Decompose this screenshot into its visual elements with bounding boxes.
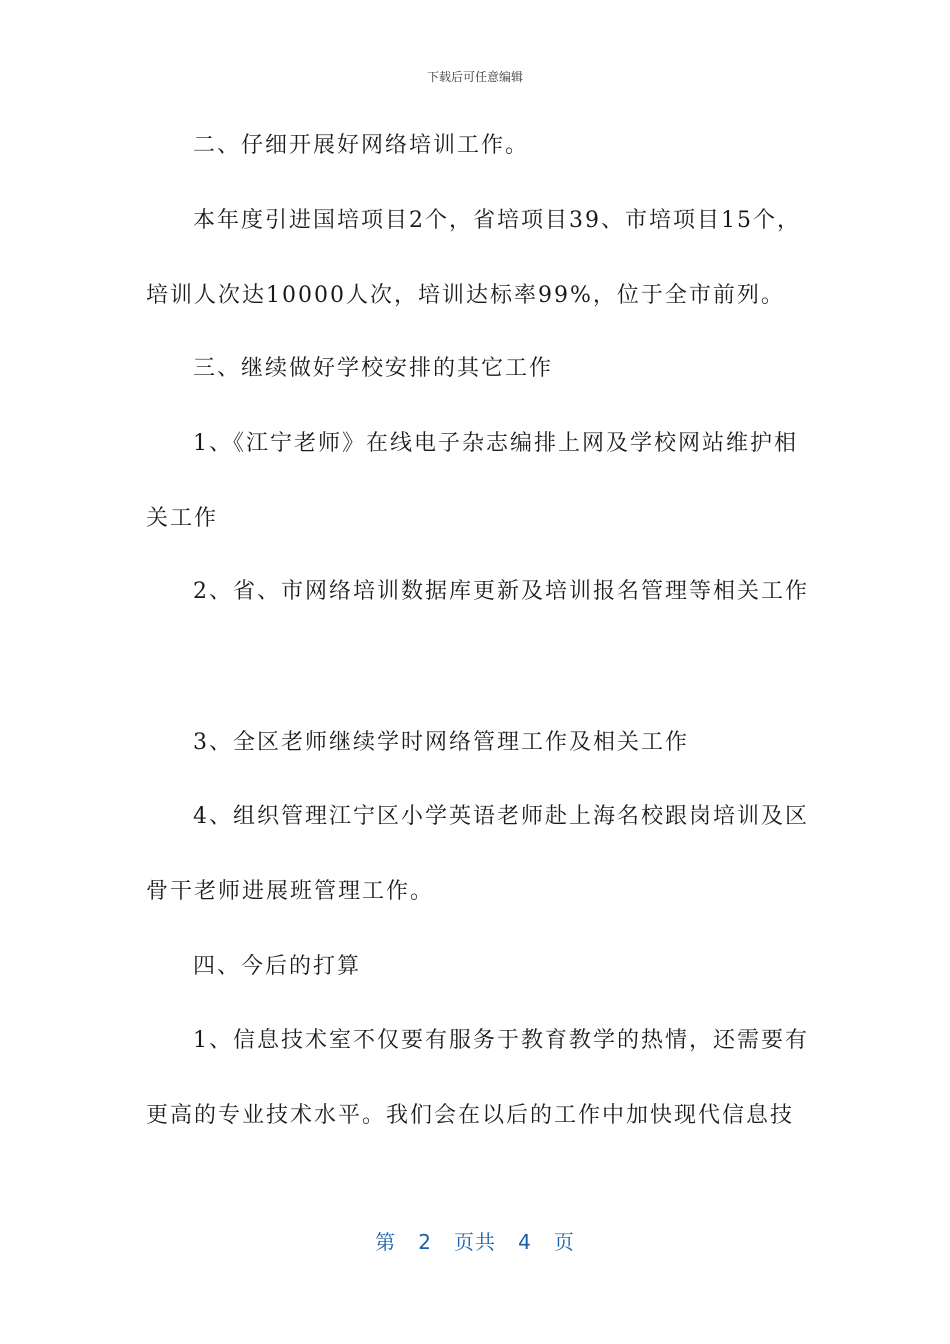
- paragraph-line: 骨干老师进展班管理工作。: [146, 879, 435, 904]
- page-label-prefix: 第: [375, 1230, 397, 1254]
- header-note: 下载后可任意编辑: [426, 70, 523, 84]
- paragraph-line: 更高的专业技术水平。我们会在以后的工作中加快现代信息技: [146, 1103, 795, 1128]
- paragraph-line: 本年度引进国培项目2个，省培项目39、市培项目15个，: [193, 208, 801, 233]
- section-heading-4: 四、今后的打算: [193, 954, 362, 979]
- paragraph-line: 4、组织管理江宁区小学英语老师赴上海名校跟岗培训及区: [193, 804, 809, 829]
- paragraph-line: 关工作: [146, 506, 219, 531]
- page-footer: [0, 1226, 950, 1255]
- section-heading-2: 二、仔细开展好网络培训工作。: [193, 133, 530, 158]
- paragraph-line: 1、信息技术室不仅要有服务于教育教学的热情，还需要有: [193, 1028, 809, 1053]
- paragraph-line: 1、《江宁老师》在线电子杂志编排上网及学校网站维护相: [193, 431, 798, 456]
- paragraph-line: 2、省、市网络培训数据库更新及培训报名管理等相关工作: [193, 579, 809, 604]
- current-page-number: 2: [418, 1230, 432, 1254]
- page-label-suffix: 页: [553, 1230, 575, 1254]
- section-heading-3: 三、继续做好学校安排的其它工作: [193, 356, 554, 381]
- total-pages-number: 4: [518, 1230, 532, 1254]
- paragraph-line: 3、全区老师继续学时网络管理工作及相关工作: [193, 730, 689, 755]
- paragraph-line: 培训人次达10000人次，培训达标率99%，位于全市前列。: [146, 283, 785, 308]
- page-label-middle: 页共: [454, 1230, 496, 1254]
